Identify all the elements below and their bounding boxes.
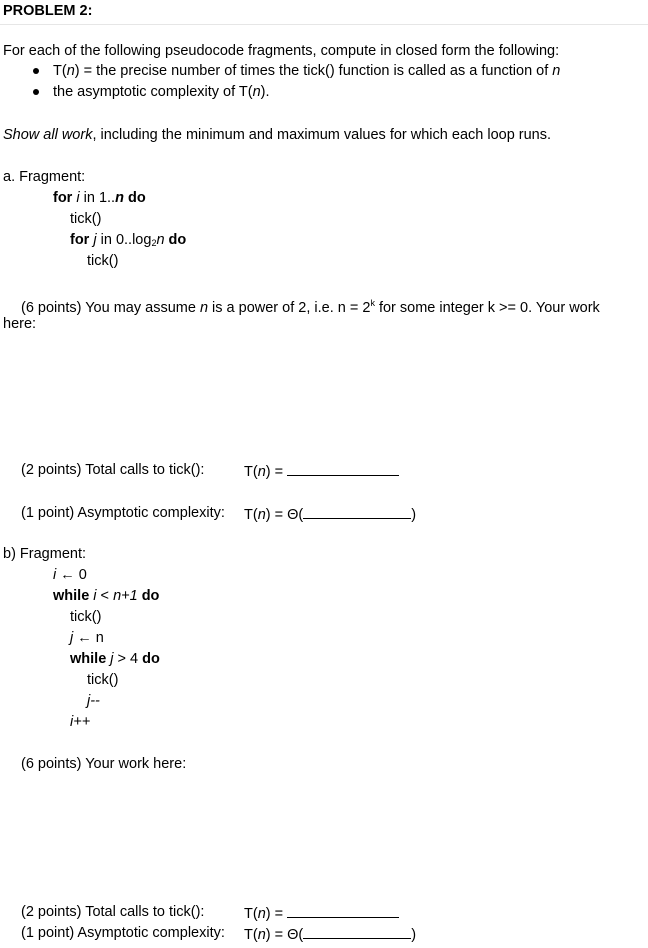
part-a-total-label: (2 points) Total calls to tick():: [21, 462, 205, 478]
part-a-total-answer[interactable]: T(n) =: [244, 461, 399, 481]
part-b-asym-label: (1 point) Asymptotic complexity:: [21, 925, 225, 941]
part-a-total-blank[interactable]: [287, 461, 399, 476]
part-a-asym-answer[interactable]: T(n) = Θ( ): [244, 504, 416, 524]
part-b-work-label: (6 points) Your work here:: [21, 756, 187, 772]
part-b-code-line-7: j--: [87, 693, 100, 709]
page-top-border: [0, 0, 648, 25]
part-a-label: a. Fragment:: [3, 169, 86, 185]
part-a-code-line-4: tick(): [87, 253, 119, 269]
intro-text: For each of the following pseudocode fragments, compute in closed form the following:: [3, 43, 560, 59]
part-b-total-label: (2 points) Total calls to tick():: [21, 904, 205, 920]
part-b-label: b) Fragment:: [3, 546, 86, 562]
part-a-code-line-2: tick(): [70, 211, 102, 227]
part-b-code-line-1: i ← 0: [53, 567, 87, 583]
part-a-assumption: (6 points) You may assume n is a power of 2, i.e. $n = 2^k$ for some integer k >= 0. Your work: [21, 298, 600, 316]
bullet-icon-1: [33, 68, 39, 74]
part-b-code-line-2: while i < n+1 do: [53, 588, 160, 604]
part-b-total-blank[interactable]: [287, 903, 399, 918]
part-a-assumption-cont: here:: [3, 316, 37, 332]
bullet-icon-2: [33, 89, 39, 95]
part-b-code-line-5: while j > 4 do: [70, 651, 160, 667]
part-a-code-line-1: for i in 1..n do: [53, 190, 146, 206]
part-a-asym-label: (1 point) Asymptotic complexity:: [21, 505, 225, 521]
part-b-code-line-3: tick(): [70, 609, 102, 625]
bullet-1: T(n) = the precise number of times the tick() function is called as a function of n: [53, 63, 561, 79]
part-b-code-line-8: i++: [70, 714, 91, 730]
part-a-code-line-3: for j in $0..\log_2n$ do: [70, 232, 187, 248]
part-b-total-answer[interactable]: T(n) =: [244, 903, 399, 923]
part-b-code-line-6: tick(): [87, 672, 119, 688]
problem-title: PROBLEM 2:: [3, 3, 93, 19]
part-b-asym-answer[interactable]: T(n) = Θ( ): [244, 924, 416, 944]
part-a-asym-blank[interactable]: [303, 504, 411, 519]
instruction-text: Show all work, including the minimum and maximum values for which each loop runs.: [3, 127, 552, 143]
part-b-code-line-4: j ← n: [70, 630, 104, 646]
part-b-asym-blank[interactable]: [303, 924, 411, 939]
bullet-2: the asymptotic complexity of T(n).: [53, 84, 270, 100]
